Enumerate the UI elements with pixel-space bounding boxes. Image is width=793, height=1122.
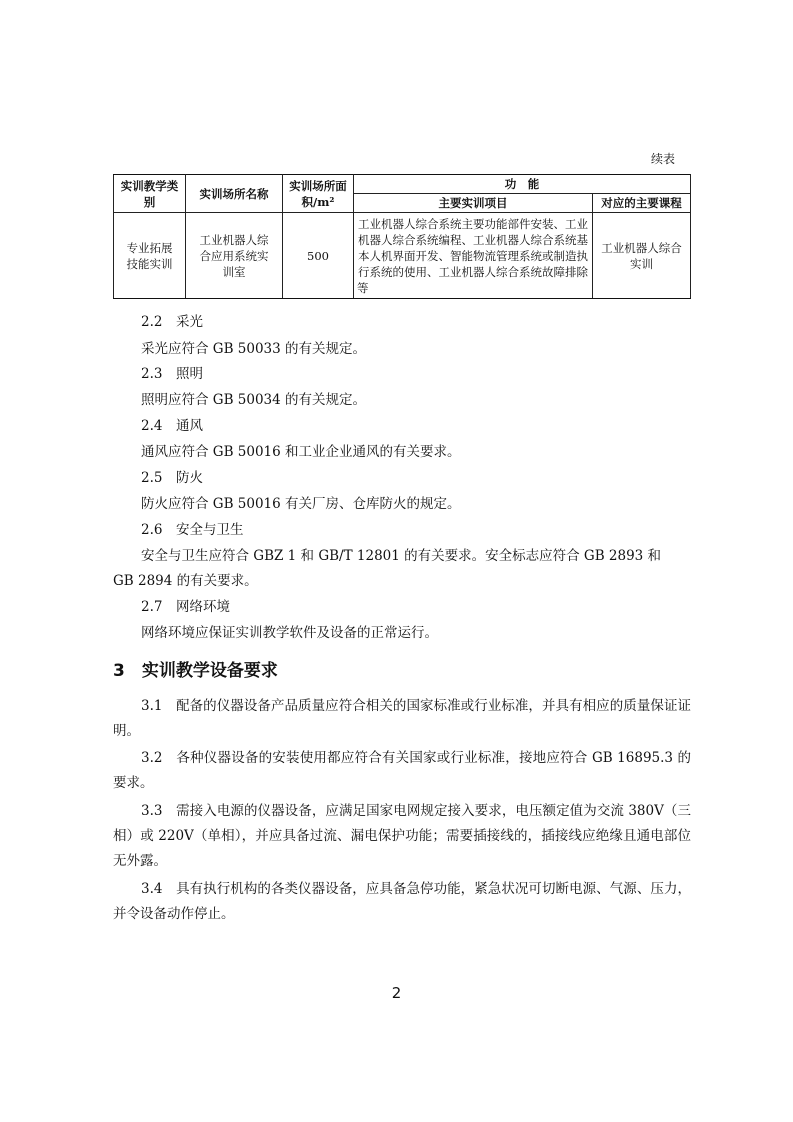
heading-2-5: 2.5 防火 <box>141 470 203 486</box>
cell-main-courses: 工业机器人综合实训 <box>593 213 691 299</box>
header-main-projects: 主要实训项目 <box>354 194 593 213</box>
text-2-7: 网络环境应保证实训教学软件及设备的正常运行。 <box>141 625 438 641</box>
heading-2-2: 2.2 采光 <box>141 314 203 330</box>
header-main-courses: 对应的主要课程 <box>593 194 691 213</box>
text-2-3: 照明应符合 GB 50034 的有关规定。 <box>141 392 367 408</box>
heading-2-7: 2.7 网络环境 <box>141 599 230 615</box>
paragraph-3-3: 3.3 需接入电源的仪器设备，应满足国家电网规定接入要求，电压额定值为交流 380V（三相）或 220V（单相），并应具备过流、漏电保护功能；需要插接线的，插接线应绝缘且通电部位无外露。 <box>113 803 691 869</box>
header-site-name: 实训场所名称 <box>186 175 283 213</box>
text-2-6: 安全与卫生应符合 GBZ 1 和 GB/T 12801 的有关要求。安全标志应符合 GB 2893 和 <box>141 548 662 564</box>
heading-2-6: 2.6 安全与卫生 <box>141 522 244 538</box>
paragraph-3-1: 3.1 配备的仪器设备产品质量应符合相关的国家标准或行业标准，并具有相应的质量保证证明。 <box>113 698 691 739</box>
header-function: 功 能 <box>354 175 691 194</box>
text-2-2: 采光应符合 GB 50033 的有关规定。 <box>141 341 367 357</box>
paragraph-3-2: 3.2 各种仪器设备的安装使用都应符合有关国家或行业标准，接地应符合 GB 16895.3 的要求。 <box>113 750 691 791</box>
text-2-4: 通风应符合 GB 50016 和工业企业通风的有关要求。 <box>141 444 461 460</box>
section-3-title: 3 实训教学设备要求 <box>113 661 278 681</box>
cell-area: 500 <box>283 213 354 299</box>
header-area: 实训场所面积/m² <box>283 175 354 213</box>
header-category: 实训教学类别 <box>114 175 186 213</box>
heading-2-4: 2.4 通风 <box>141 418 203 434</box>
cell-main-projects: 工业机器人综合系统主要功能部件安装、工业机器人综合系统编程、工业机器人综合系统基本人机界面开发、智能物流管理系统或制造执行系统的使用、工业机器人综合系统故障排除等 <box>354 213 593 299</box>
section-2-body <box>113 310 691 650</box>
continued-table-label: 续表 <box>650 152 675 166</box>
text-2-6-cont: GB 2894 的有关要求。 <box>113 573 258 589</box>
paragraph-3-4: 3.4 具有执行机构的各类仪器设备，应具备急停功能，紧急状况可切断电源、气源、压力，并令设备动作停止。 <box>113 881 691 922</box>
training-site-table <box>113 174 691 299</box>
cell-category: 专业拓展技能实训 <box>114 213 186 299</box>
cell-site-name: 工业机器人综合应用系统实训室 <box>186 213 283 299</box>
text-2-5: 防火应符合 GB 50016 有关厂房、仓库防火的规定。 <box>141 496 461 512</box>
table-row <box>114 213 691 299</box>
heading-2-3: 2.3 照明 <box>141 366 203 382</box>
page-number: 2 <box>391 984 402 1002</box>
